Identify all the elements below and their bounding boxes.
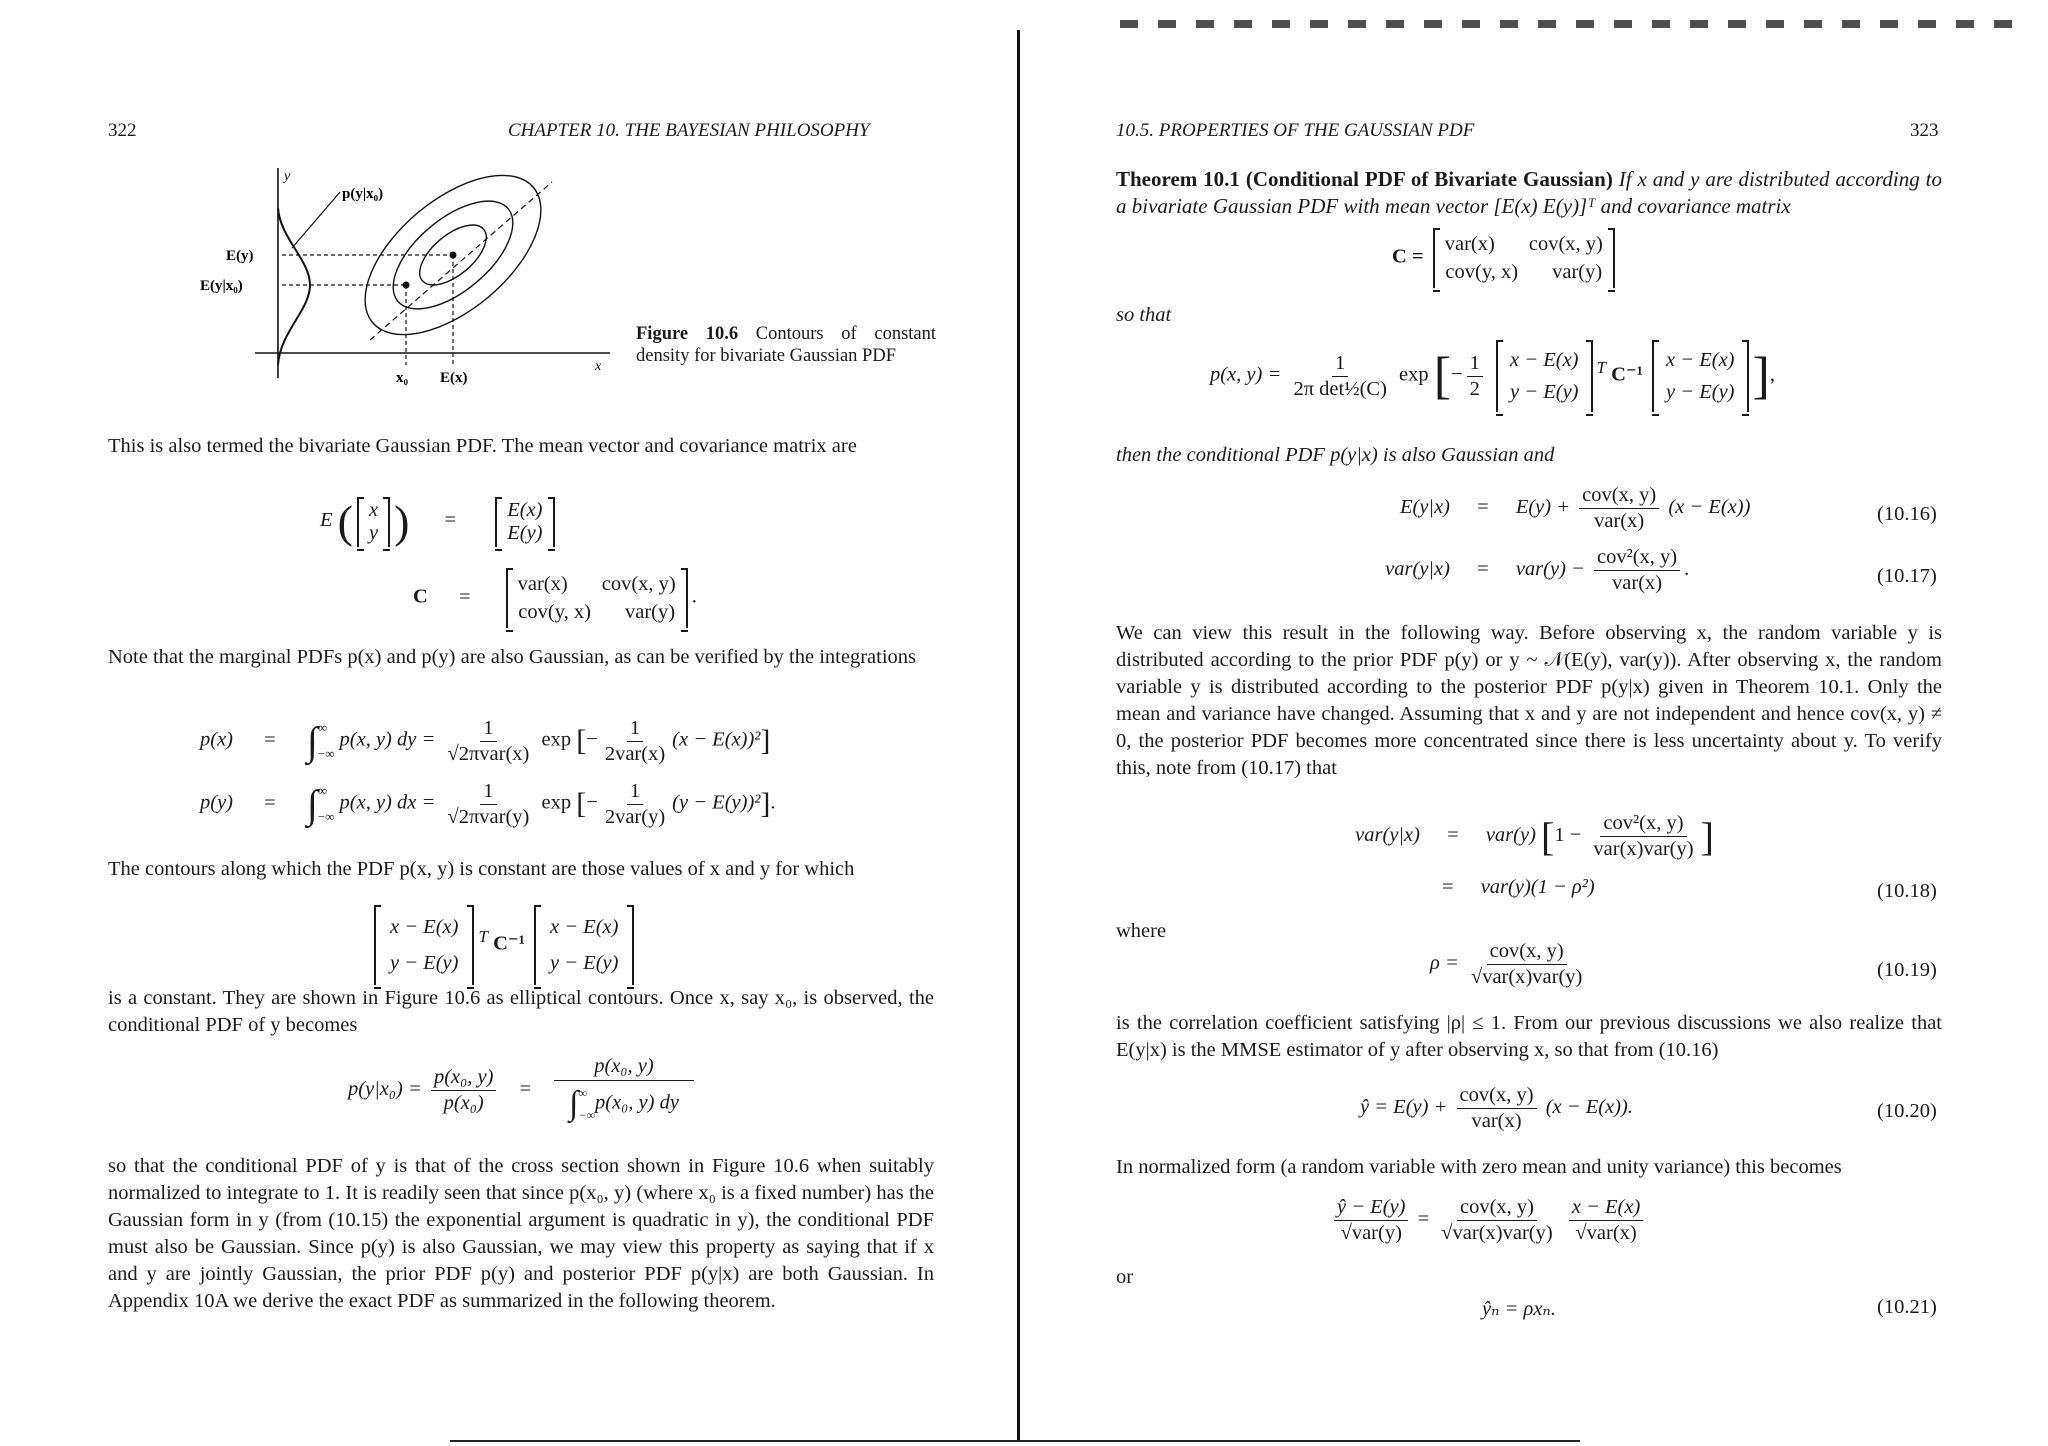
equation-quadratic-form: x − E(x) y − E(y) $^T$ C⁻¹ x − E(x) y − E(y) — [370, 905, 638, 985]
figure-caption-text: Contours of constant density for bivariate Gaussian PDF — [636, 324, 937, 366]
equation-10-16: E(y|x) = E(y) + $\frac{\text{cov(x, y)}}{\text{var(x)}}$ (x − E(x)) — [1399, 484, 1751, 532]
label-Eyx0: E(y|x₀) — [200, 278, 243, 294]
equation-joint-pdf: p(x, y) = $\frac{1}{\text{2π det½(C)}}$ exp [− $\frac{1}{2}$ x − E(x) y − E(y) $^T$ C⁻¹ x − E(x) y − E(y) ], — [1210, 340, 1775, 412]
eq-number-10-16: (10.16) — [1877, 503, 1937, 525]
equation-marginal-py: p(y) = ∫ ∞ −∞ p(x, y) dx = $\frac{1}{\text{√2πvar(y)}}$ exp [− $\frac{1}{\text{2var(y)}}$ (y − E(y))²]. — [200, 779, 776, 828]
theorem-title: Theorem 10.1 (Conditional PDF of Bivariate Gaussian) — [1116, 167, 1613, 191]
left-page — [0, 0, 1010, 1446]
running-head: CHAPTER 10. THE BAYESIAN PHILOSOPHY — [508, 120, 870, 141]
paragraph-2: is the correlation coefficient satisfying |ρ| ≤ 1. From our previous discussions we also realize that E(y|x) is the MMSE estimator of y after observing x, so that from (10.16) — [1116, 1012, 1942, 1061]
where-text: where — [1116, 920, 1167, 942]
figure-caption — [636, 323, 936, 367]
eq-number-10-21: (10.21) — [1877, 1296, 1937, 1318]
equation-marginal-px: p(x) = ∫ ∞ −∞ p(x, y) dy = $\frac{1}{\text{√2πvar(x)}}$ exp [− $\frac{1}{\text{2var(x)}}$ (x − E(x))²] — [200, 716, 771, 765]
label-x-axis: x — [595, 359, 602, 374]
paragraph-4: is a constant. They are shown in Figure 10.6 as elliptical contours. Once x, say x₀, is observed, the conditional PDF of y becomes — [108, 987, 934, 1036]
label-Ey: E(y) — [226, 248, 254, 264]
running-head: 10.5. PROPERTIES OF THE GAUSSIAN PDF — [1116, 120, 1475, 141]
eq-number-10-17: (10.17) — [1877, 565, 1937, 587]
figure-contours — [200, 160, 640, 390]
theorem-text: If x and y are distributed according to a bivariate Gaussian PDF with mean vector [E(x) E(y)]ᵀ and covariance matrix — [1116, 167, 1942, 218]
eq-number-10-20: (10.20) — [1877, 1100, 1937, 1122]
equation-10-18-line2: = var(y)(1 − ρ²) — [1442, 876, 1595, 898]
figure-caption-label: Figure 10.6 — [636, 324, 739, 344]
eq-number-10-18: (10.18) — [1877, 880, 1937, 902]
equation-C-matrix: C = var(x) cov(x, y) cov(y, x) var(y) — [1392, 228, 1619, 288]
right-page — [1030, 0, 2048, 1446]
then-text: then the conditional PDF p(y|x) is also Gaussian and — [1116, 444, 1555, 466]
label-cond-pdf: p(y|x₀) — [342, 186, 384, 202]
conditional-pdf-curve — [278, 208, 310, 365]
paragraph-5: so that the conditional PDF of y is that of the cross section shown in Figure 10.6 when suitably normalized to integrate to 1. It is readily seen that since p(x₀, y) (where x₀ is a fixed number) has the Gaussian form in y (from (10.15) the exponential argument is quadratic in y), the conditional PDF must also be Gaussian. Since p(y) is also Gaussian, we may view this property as saying that if x and y are jointly Gaussian, the prior PDF p(y) and posterior PDF p(y|x) are both Gaussian. In Appendix 10A we derive the exact PDF as summarized in the following theorem. — [108, 1155, 934, 1312]
equation-10-20: ŷ = E(y) + $\frac{\text{cov(x, y)}}{\text{var(x)}}$ (x − E(x)). — [1360, 1084, 1633, 1132]
label-y-axis: y — [284, 169, 291, 184]
theorem-block — [1116, 166, 1942, 220]
paragraph-1: We can view this result in the following way. Before observing x, the random variable y is distributed according to the prior PDF p(y) or y ~ 𝒩(E(y), var(y)). After observing x, the random variable y is distributed according to the posterior PDF p(y|x) given in Theorem 10.1. Only the mean and variance have changed. Assuming that x and y are not independent and hence cov(x, y) ≠ 0, the posterior PDF becomes more concentrated since there is less uncertainty about y. To verify this, note from (10.17) that — [1116, 622, 1942, 779]
paragraph-2: Note that the marginal PDFs p(x) and p(y) are also Gaussian, as can be verified by the integrations — [108, 646, 917, 668]
equation-10-19: ρ = $\frac{\text{cov(x, y)}}{\text{√var(x)var(y)}}$ — [1430, 940, 1583, 988]
paragraph-1: This is also termed the bivariate Gaussian PDF. The mean vector and covariance matrix are — [108, 435, 857, 457]
equation-covariance: C = var(x) cov(x, y) cov(y, x) var(y) . — [413, 568, 697, 628]
equation-normalized: $\frac{ŷ - E(y)}{\text{√var(y)}}$ = $\frac{\text{cov(x, y)}}{\text{√var(x)var(y)}}$ $\frac{x - E(x)}{\text{√var(x)}}$ — [1330, 1196, 1647, 1245]
or-text: or — [1116, 1266, 1134, 1288]
eq-number-10-19: (10.19) — [1877, 959, 1937, 981]
so-that-text: so that — [1116, 304, 1172, 326]
page-number: 323 — [1910, 120, 1939, 141]
equation-10-18: var(y|x) = var(y) [1 − $\frac{\text{cov²(x, y)}}{\text{var(x)var(y)}}$ ] — [1355, 812, 1714, 860]
equation-conditional: p(y|x₀) = $\frac{\text{p(x₀, y)}}{\text{p(x₀)}}$ = p(x₀, y) ∫ ∞ −∞ p(x₀, y) dy — [348, 1055, 698, 1126]
label-Ex: E(x) — [440, 370, 468, 386]
paragraph-3: The contours along which the PDF p(x, y) is constant are those values of x and y for which — [108, 858, 855, 880]
page-number: 322 — [108, 120, 137, 141]
book-spine — [1017, 30, 1020, 1440]
equation-10-17: var(y|x) = var(y) − $\frac{\text{cov²(x, y)}}{\text{var(x)}}$ . — [1385, 546, 1690, 594]
label-x0: x₀ — [396, 370, 408, 386]
paragraph-3: In normalized form (a random variable with zero mean and unity variance) this becomes — [1116, 1156, 1842, 1178]
equation-10-21: ŷₙ = ρxₙ. — [1482, 1298, 1556, 1320]
equation-mean-vector: E ( x y ) = E(x) E(y) — [320, 495, 559, 548]
